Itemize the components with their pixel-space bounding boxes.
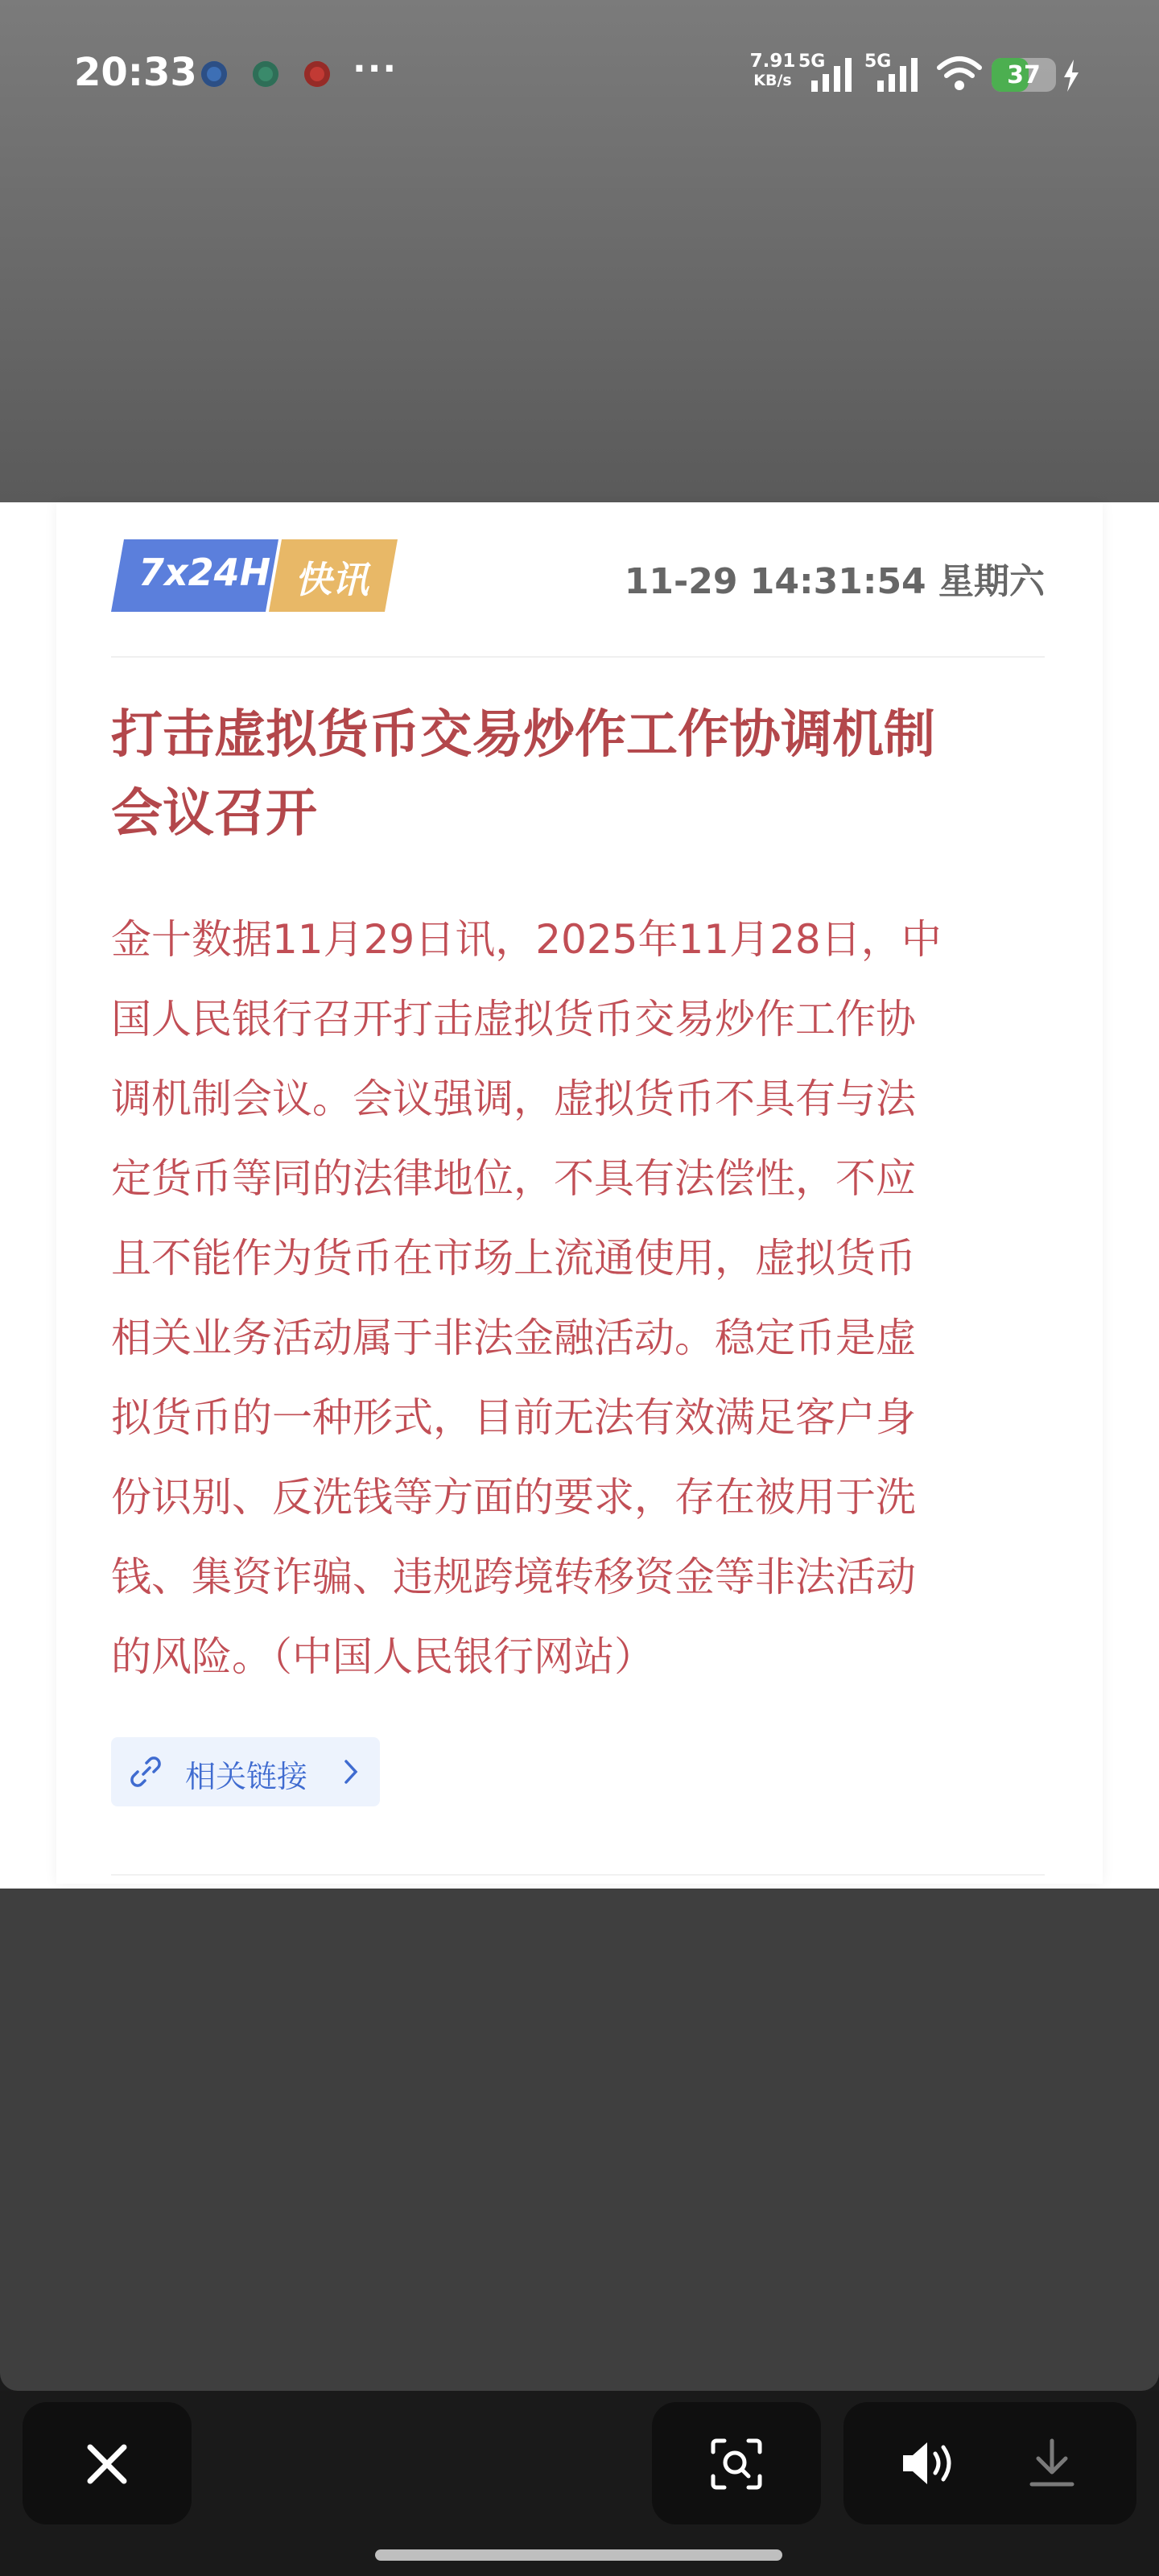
- battery-percentage: 37: [1007, 61, 1041, 89]
- news-body-line: 且不能作为货币在市场上流通使用，虚拟货币: [111, 1235, 916, 1282]
- news-title-line: 会议召开: [111, 783, 317, 844]
- related-link-label: 相关链接: [185, 1759, 308, 1794]
- media-actions-group: [843, 2402, 1136, 2524]
- news-body-line: 金十数据11月29日讯，2025年11月28日，中: [111, 916, 942, 963]
- chevron-right-icon: [343, 1758, 359, 1785]
- status-time: 20:33: [74, 50, 197, 95]
- status-bar: [0, 0, 1159, 153]
- news-body-line: 拟货币的一种形式，目前无法有效满足客户身: [111, 1394, 916, 1441]
- news-datetime: 11-29 14:31:54 星期六: [624, 561, 1045, 602]
- news-body-line: 份识别、反洗钱等方面的要求，存在被用于洗: [111, 1474, 916, 1521]
- network-speed: [749, 52, 797, 90]
- network-label-1: 5G: [798, 52, 826, 72]
- lens-search-icon: [710, 2438, 763, 2491]
- news-body: [111, 900, 1030, 1697]
- news-body-line: 国人民银行召开打击虚拟货币交易炒作工作协: [111, 996, 916, 1042]
- close-icon: [85, 2442, 129, 2486]
- video-app-icon: [253, 61, 278, 87]
- related-link-button[interactable]: [111, 1737, 380, 1806]
- news-body-line: 调机制会议。会议强调，虚拟货币不具有与法: [111, 1075, 916, 1122]
- header-divider: [111, 656, 1045, 658]
- news-body-line: 定货币等同的法律地位，不具有法偿性，不应: [111, 1155, 916, 1202]
- signal-strength-icon-2: [876, 56, 924, 92]
- badge-label-7x24h: 7x24H: [138, 551, 271, 594]
- charging-bolt-icon: [1062, 60, 1080, 92]
- news-title-line: 打击虚拟货币交易炒作工作协调机制: [111, 704, 935, 765]
- close-button[interactable]: [23, 2402, 192, 2524]
- link-icon: [129, 1755, 163, 1789]
- news-body-line: 相关业务活动属于非法金融活动。稳定币是虚: [111, 1315, 916, 1361]
- network-label-2: 5G: [864, 52, 892, 72]
- battery-indicator: [992, 58, 1056, 92]
- flash-news-badge: [111, 539, 398, 612]
- dimmed-background-bottom: [0, 1889, 1159, 2391]
- more-notifications-icon: ···: [353, 48, 398, 89]
- badge-label-flash: 快讯: [295, 558, 369, 601]
- card-bottom-divider: [111, 1874, 1045, 1876]
- news-title: [111, 696, 1061, 853]
- lens-search-button[interactable]: [652, 2402, 821, 2524]
- home-indicator[interactable]: [375, 2549, 782, 2561]
- network-speed-unit: KB/s: [753, 72, 792, 89]
- news-body-line: 钱、集资诈骗、违规跨境转移资金等非法活动: [111, 1554, 916, 1600]
- network-speed-value: 7.91: [749, 51, 796, 72]
- wifi-icon: [936, 55, 983, 92]
- news-body-line: 的风险。（中国人民银行网站）: [111, 1633, 654, 1680]
- app-notification-icon: [201, 61, 227, 87]
- signal-strength-icon-1: [810, 56, 858, 92]
- download-icon[interactable]: [1027, 2438, 1077, 2489]
- speaker-icon[interactable]: [900, 2439, 958, 2487]
- red-app-icon: [304, 61, 330, 87]
